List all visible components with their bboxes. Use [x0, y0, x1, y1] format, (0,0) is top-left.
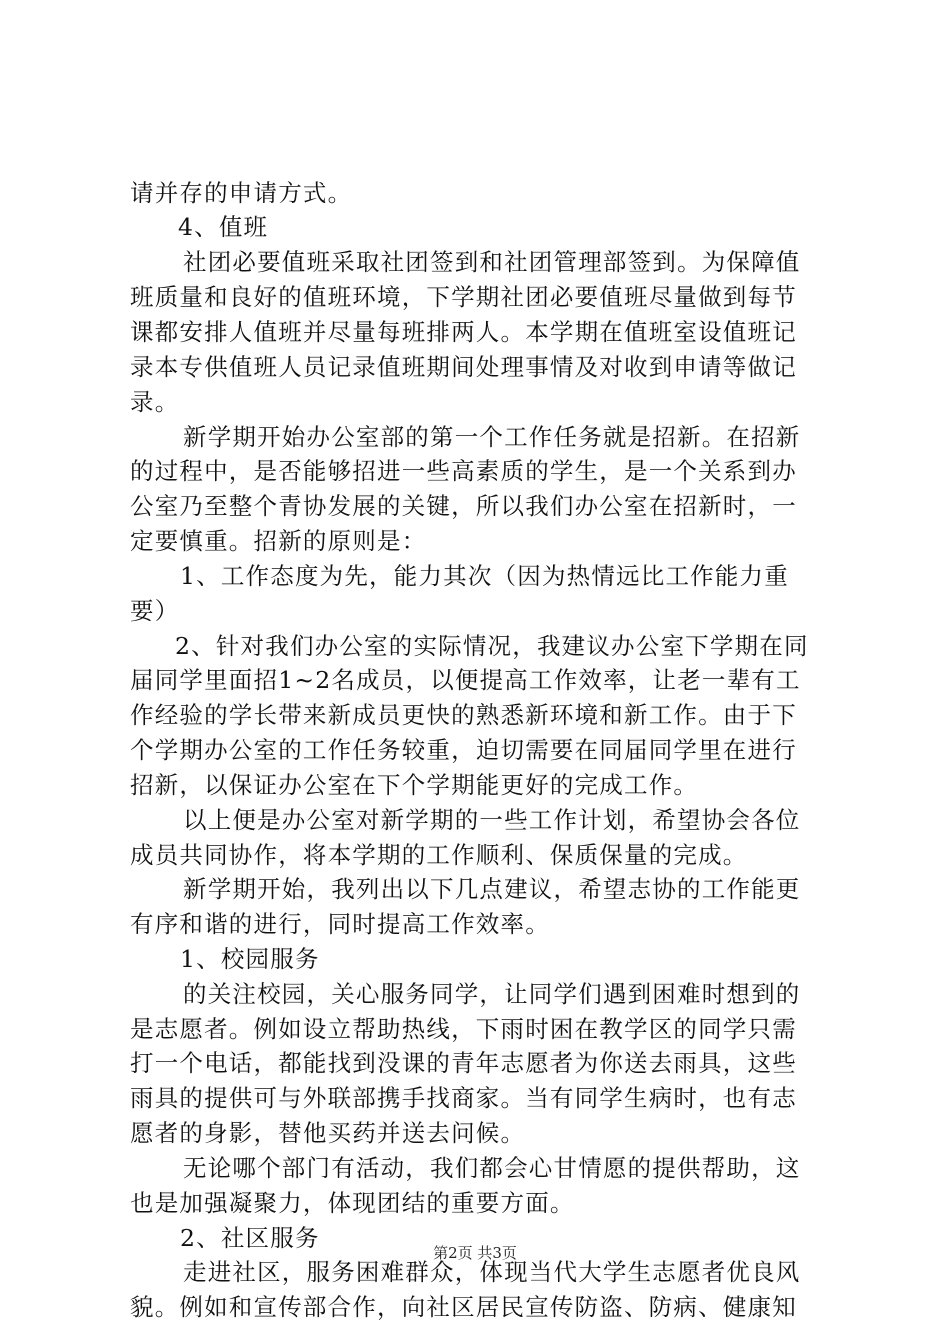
text-line-4: 班质量和良好的值班环境，下学期社团必要值班尽量做到每节 — [130, 283, 797, 311]
text-line-33: 貌。例如和宣传部合作，向社区居民宣传防盗、防病、健康知 — [130, 1293, 797, 1321]
text-line-13: 要） — [130, 597, 180, 625]
text-line-16: 作经验的学长带来新成员更快的熟悉新环境和新工作。由于下 — [130, 701, 797, 729]
text-line-31: 2、社区服务 — [180, 1224, 320, 1252]
text-line-12: 1、工作态度为先，能力其次（因为热情远比工作能力重 — [180, 562, 789, 590]
text-line-8: 新学期开始办公室部的第一个工作任务就是招新。在招新 — [183, 423, 801, 451]
text-line-1: 请并存的申请方式。 — [130, 179, 353, 207]
text-line-24: 的关注校园，关心服务同学，让同学们遇到困难时想到的 — [183, 980, 801, 1008]
text-line-18: 招新，以保证办公室在下个学期能更好的完成工作。 — [130, 771, 699, 799]
text-line-32: 走进社区，服务困难群众，体现当代大学生志愿者优良风 — [183, 1258, 801, 1286]
text-line-22: 有序和谐的进行，同时提高工作效率。 — [130, 910, 550, 938]
text-line-27: 雨具的提供可与外联部携手找商家。当有同学生病时，也有志 — [130, 1084, 797, 1112]
text-line-25: 是志愿者。例如设立帮助热线，下雨时困在教学区的同学只需 — [130, 1015, 797, 1043]
text-line-23: 1、校园服务 — [180, 945, 320, 973]
text-line-21: 新学期开始，我列出以下几点建议，希望志协的工作能更 — [183, 875, 801, 903]
text-line-9: 的过程中，是否能够招进一些高素质的学生，是一个关系到办 — [130, 457, 797, 485]
text-line-3: 社团必要值班采取社团签到和社团管理部签到。为保障值 — [183, 248, 801, 276]
text-line-14: 2、针对我们办公室的实际情况，我建议办公室下学期在同 — [175, 632, 809, 660]
text-line-7: 录。 — [130, 388, 180, 416]
text-line-17: 个学期办公室的工作任务较重，迫切需要在同届同学里在进行 — [130, 736, 797, 764]
text-line-19: 以上便是办公室对新学期的一些工作计划，希望协会各位 — [183, 806, 801, 834]
text-line-2: 4、值班 — [178, 213, 269, 241]
text-line-5: 课都安排人值班并尽量每班排两人。本学期在值班室设值班记 — [130, 318, 797, 346]
text-line-20: 成员共同协作，将本学期的工作顺利、保质保量的完成。 — [130, 841, 748, 869]
text-line-29: 无论哪个部门有活动，我们都会心甘情愿的提供帮助，这 — [183, 1154, 801, 1182]
text-line-15: 届同学里面招1~2名成员，以便提高工作效率，让老一辈有工 — [130, 666, 801, 694]
text-line-26: 打一个电话，都能找到没课的青年志愿者为你送去雨具，这些 — [130, 1049, 797, 1077]
text-line-30: 也是加强凝聚力，体现团结的重要方面。 — [130, 1189, 575, 1217]
page-number-footer: 第2页 共3页 — [433, 1244, 517, 1262]
text-line-10: 公室乃至整个青协发展的关键，所以我们办公室在招新时，一 — [130, 492, 797, 520]
text-line-6: 录本专供值班人员记录值班期间处理事情及对收到申请等做记 — [130, 353, 797, 381]
text-line-28: 愿者的身影，替他买药并送去问候。 — [130, 1119, 526, 1147]
text-line-11: 定要慎重。招新的原则是： — [130, 527, 427, 555]
